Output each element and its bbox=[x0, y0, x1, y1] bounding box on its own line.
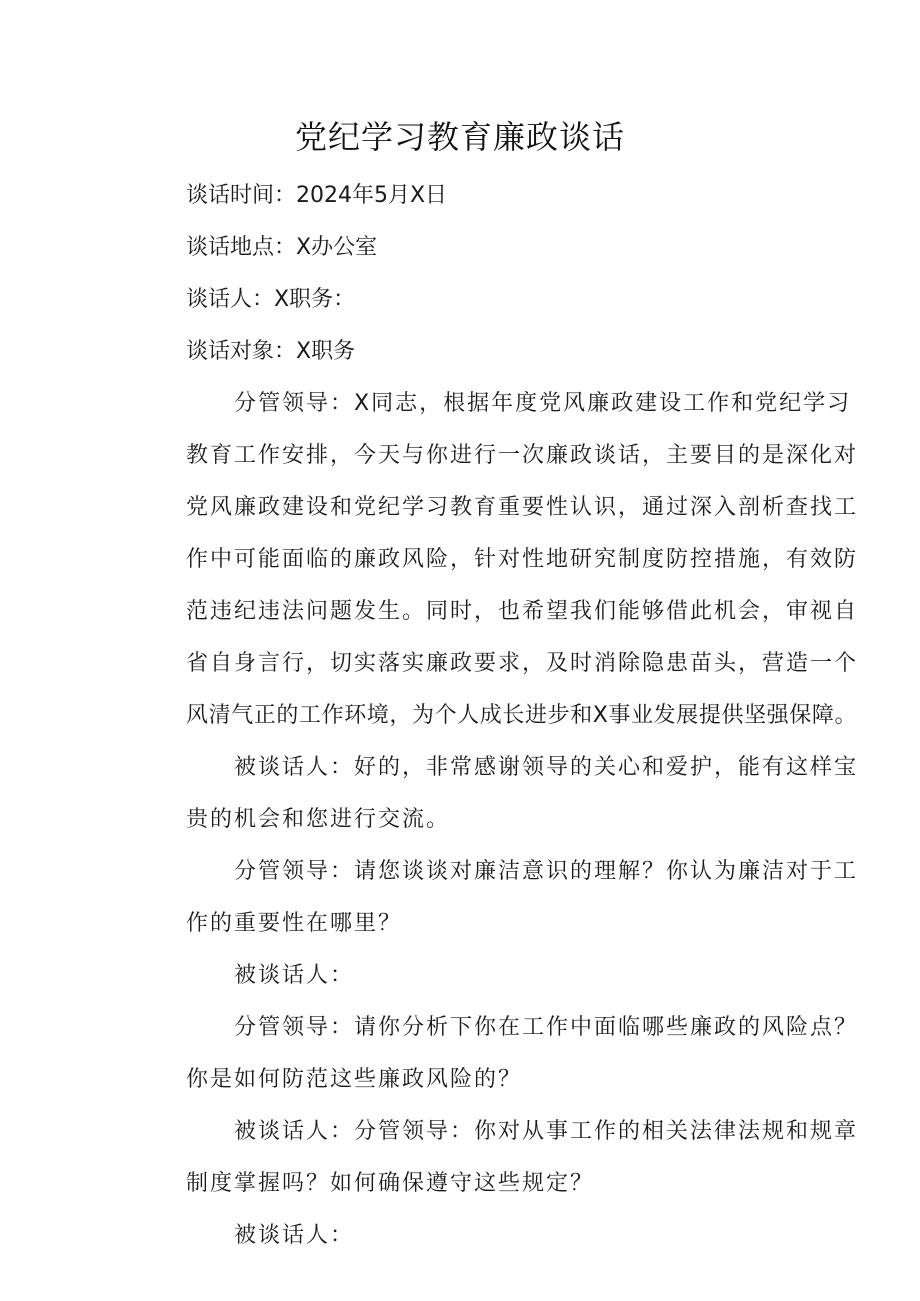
paragraph-1 bbox=[138, 378, 859, 742]
paragraph-line: 风清气正的工作环境，为个人成长进步和X事业发展提供坚强保障。 bbox=[186, 703, 858, 728]
paragraph-7 bbox=[138, 1210, 798, 1262]
paragraph-line: 分管领导：请您谈谈对廉洁意识的理解？你认为廉洁对于工 bbox=[234, 859, 859, 884]
paragraph-line: 教育工作安排，今天与你进行一次廉政谈话，主要目的是深化对 bbox=[186, 443, 859, 468]
paragraph-line: 被谈话人：好的，非常感谢领导的关心和爱护，能有这样宝 bbox=[234, 755, 859, 780]
paragraph-line: 制度掌握吗？如何确保遵守这些规定？ bbox=[186, 1171, 595, 1196]
meta-time: 谈话时间：2024年5月X日 bbox=[186, 183, 448, 208]
paragraph-line: 分管领导：X同志，根据年度党风廉政建设工作和党纪学习 bbox=[234, 391, 852, 416]
paragraph-2 bbox=[138, 742, 859, 846]
paragraph-line: 被谈话人：分管领导：你对从事工作的相关法律法规和规章 bbox=[234, 1119, 859, 1144]
paragraph-line: 贵的机会和您进行交流。 bbox=[186, 807, 451, 832]
paragraph-line: 作的重要性在哪里？ bbox=[186, 911, 403, 936]
paragraph-line: 省自身言行，切实落实廉政要求，及时消除隐患苗头，营造一个 bbox=[186, 651, 859, 676]
paragraph-line: 党风廉政建设和党纪学习教育重要性认识，通过深入剖析查找工 bbox=[186, 495, 859, 520]
paragraph-4 bbox=[138, 950, 798, 1002]
paragraph-line: 分管领导：请你分析下你在工作中面临哪些廉政的风险点？ bbox=[234, 1015, 859, 1040]
document-body bbox=[138, 170, 859, 1262]
paragraph-6 bbox=[138, 1106, 859, 1210]
meta-talker: 谈话人：X职务： bbox=[186, 287, 356, 312]
paragraph-line: 你是如何防范这些廉政风险的？ bbox=[186, 1067, 523, 1092]
paragraph-line: 被谈话人： bbox=[234, 1223, 355, 1248]
meta-place: 谈话地点：X办公室 bbox=[186, 235, 378, 260]
document-title: 党纪学习教育廉政谈话 bbox=[294, 118, 625, 156]
paragraph-line: 范违纪违法问题发生。同时，也希望我们能够借此机会，审视自 bbox=[186, 599, 859, 624]
paragraph-line: 被谈话人： bbox=[234, 963, 355, 988]
paragraph-line: 作中可能面临的廉政风险，针对性地研究制度防控措施，有效防 bbox=[186, 547, 859, 572]
paragraph-5 bbox=[138, 1002, 859, 1106]
meta-target: 谈话对象：X职务 bbox=[186, 339, 356, 364]
paragraph-3 bbox=[138, 846, 859, 950]
